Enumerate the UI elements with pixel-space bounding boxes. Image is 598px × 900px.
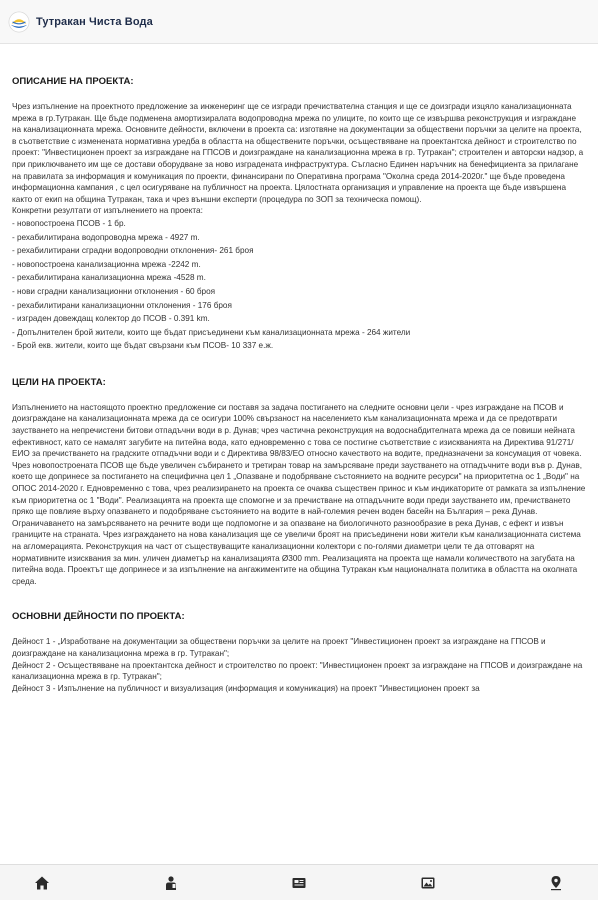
section-title: ОСНОВНИ ДЕЙНОСТИ ПО ПРОЕКТА: (12, 611, 185, 623)
result-item: - Допълнителен брой жители, които ще бъдат присъединени към канализационната мрежа - 264 жители (12, 327, 411, 337)
nav-news-button[interactable] (287, 871, 311, 895)
nav-gallery-button[interactable] (416, 871, 440, 895)
activity-item: Дейност 2 - Осъществяване на проектантска дейност и строителство по проект: "Инвестиционен проект за изграждане на ГПСОВ и доизграждане на канализационна мрежа в гр. Тутракан"; (12, 660, 583, 682)
result-item: - рехабилитирани сградни водопроводни отклонения- 261 броя (12, 246, 254, 256)
result-item: - Брой екв. жители, които ще бъдат свързани към ПСОВ- 10 337 е.ж. (12, 341, 274, 351)
result-item: - новопостроена ПСОВ - 1 бр. (12, 218, 126, 228)
section-title: ЦЕЛИ НА ПРОЕКТА: (12, 376, 106, 388)
results-list (12, 217, 586, 353)
section-activities (12, 611, 586, 694)
person-icon (163, 875, 179, 891)
app-title: Тутракан Чиста Вода (36, 15, 153, 28)
app-header (0, 0, 598, 44)
section-goals (12, 377, 586, 588)
description-paragraph: Чрез изпълнение на проектното предложение за инженеринг ще се изгради пречиствателна станция и ще се доизгради изцяло канализационната мрежа в гр.Тутракан. Ще бъде подменена амортизиралата водопроводна мрежа по улиците, по които ще се извършва реконструкция и изграждане на канализационната мрежа. Основните дейности, включени в проекта са: изготвяне на документации за обществени поръчки за целите на проекта, в съответствие с изменената нормативна уредба в областта на обществените поръчки, осъществяване на проектантска дейност и строителство по проект: "Инвестиционен проект за изграждане на ГПСОВ и доизграждане на канализационна мрежа в гр. Тутракан"; строителен и авторски надзор, а при приключването им ще се достави оборудване за ново изградената инфраструктура. Съгласно Единен наръчник на бенефициента за прилагане на правилата за информация и комуникация по проекти, финансирани по Оперативна програма "Околна среда 2014-2020г." ще бъде проведена информационна кампания , с цел осигуряване на публичност на проекта. Цялостната организация и управление на проекта ще бъде извършена както от екип на община Тутракан, така и чрез външни експерти (процедура по ЗОП за техническа помощ). (12, 102, 584, 204)
nav-team-button[interactable] (159, 871, 183, 895)
result-item: - новопостроена канализационна мрежа -2242 m. (12, 259, 201, 269)
section-description (12, 76, 586, 353)
section-title: ОПИСАНИЕ НА ПРОЕКТА: (12, 76, 134, 87)
nav-home-button[interactable] (30, 871, 54, 895)
gallery-icon (420, 875, 436, 891)
newspaper-icon (291, 875, 307, 891)
bottom-nav (0, 864, 598, 900)
result-item: - рехабилитирана канализационна мрежа -4528 m. (12, 273, 206, 283)
result-item: - рехабилитирана водопроводна мрежа - 4927 m. (12, 232, 200, 242)
result-item: - изграден довеждащ колектор до ПСОВ - 0.391 km. (12, 314, 210, 324)
goals-paragraph: Изпълнението на настоящото проектно предложение си поставя за задача постигането на следните основни цели - чрез изграждане на ПСОВ и доизграждане на канализационната мрежа да се осигури 100% свързаност на населението към канализационната мрежа и да се предотврати заустването на непречистени битови отпадъчни води в р. Дунав; чрез частична реконструкция на водоснабдителната мрежа да се повиши нейната ефективност, като се намалят загубите на питейна вода, като едновременно с това се постигне съответствие с изискванията на Директива 91/271/ЕИО за пречистването на градските отпадъчни води и с Директива 98/83/ЕО относно качеството на водите, предназначени за консумация от човека. (12, 402, 582, 459)
home-icon (34, 875, 50, 891)
content-area[interactable] (0, 44, 598, 864)
activity-item: Дейност 3 - Изпълнение на публичност и визуализация (информация и комуникация) на проект "Инвестиционен проект за (12, 683, 480, 693)
results-heading: Конкретни резултати от изпълнението на проекта: (12, 206, 203, 216)
activity-item: Дейност 1 - „Изработване на документации за обществени поръчки за целите на проект "Инвестиционен проект за изграждане на ГПСОВ и доизграждане на канализационна мрежа в гр. Тутракан"; (12, 637, 546, 658)
result-item: - рехабилитирани канализационни отклонения - 176 броя (12, 300, 232, 310)
drop-logo-icon[interactable] (8, 11, 30, 33)
nav-location-button[interactable] (544, 871, 568, 895)
map-pin-icon (548, 875, 564, 891)
result-item: - нови сградни канализационни отклонения - 60 броя (12, 286, 216, 296)
goals-paragraph: Чрез новопостроената ПСОВ ще бъде увеличен събирането и третиран товар на замърсяване преди заустването на отпадъчните води във р. Дунав, което ще допринесе за постигането на специфична цел 1 „Опазване и подобряване състоянието на водните ресурси" на приоритетна ос 1 „Води" на ОПОС 2014-2020 г. Едновременно с това, чрез реализирането на проекта се очаква съществен принос и към индикаторите от рамката за изпълнение към приоритетна ос 1 "Води". Реализацията на проекта ще спомогне и за пречистване на отпадъчните води преди заустването им, пречистването пряко ще повлияе върху опазването и подобряване състоянието на водите в най-големия речен воден басейн на България – река Дунав. Ограничаването на замърсяването на речните води ще подпомогне и за опазване на биологичното разнообразие в река Дунав, с ефект и извън границите на страната. Чрез изграждането на нова канализация ще се увеличи броят на присъединени нови жители към канализационната система на агломерацията. Реконструкция на част от съществуващите канализационни колектори с по-голями диаметри цели те да отговарят на нормативните изисквания за мин. уличен диаметър на канализацията Ø300 mm. Реализацията на проекта ще намали количеството на загубата на питейна вода. Проектът ще допринесе и за изпълнение на ангажиментите на община Тутракан към националната политика в областта на околната среда. (12, 460, 586, 586)
